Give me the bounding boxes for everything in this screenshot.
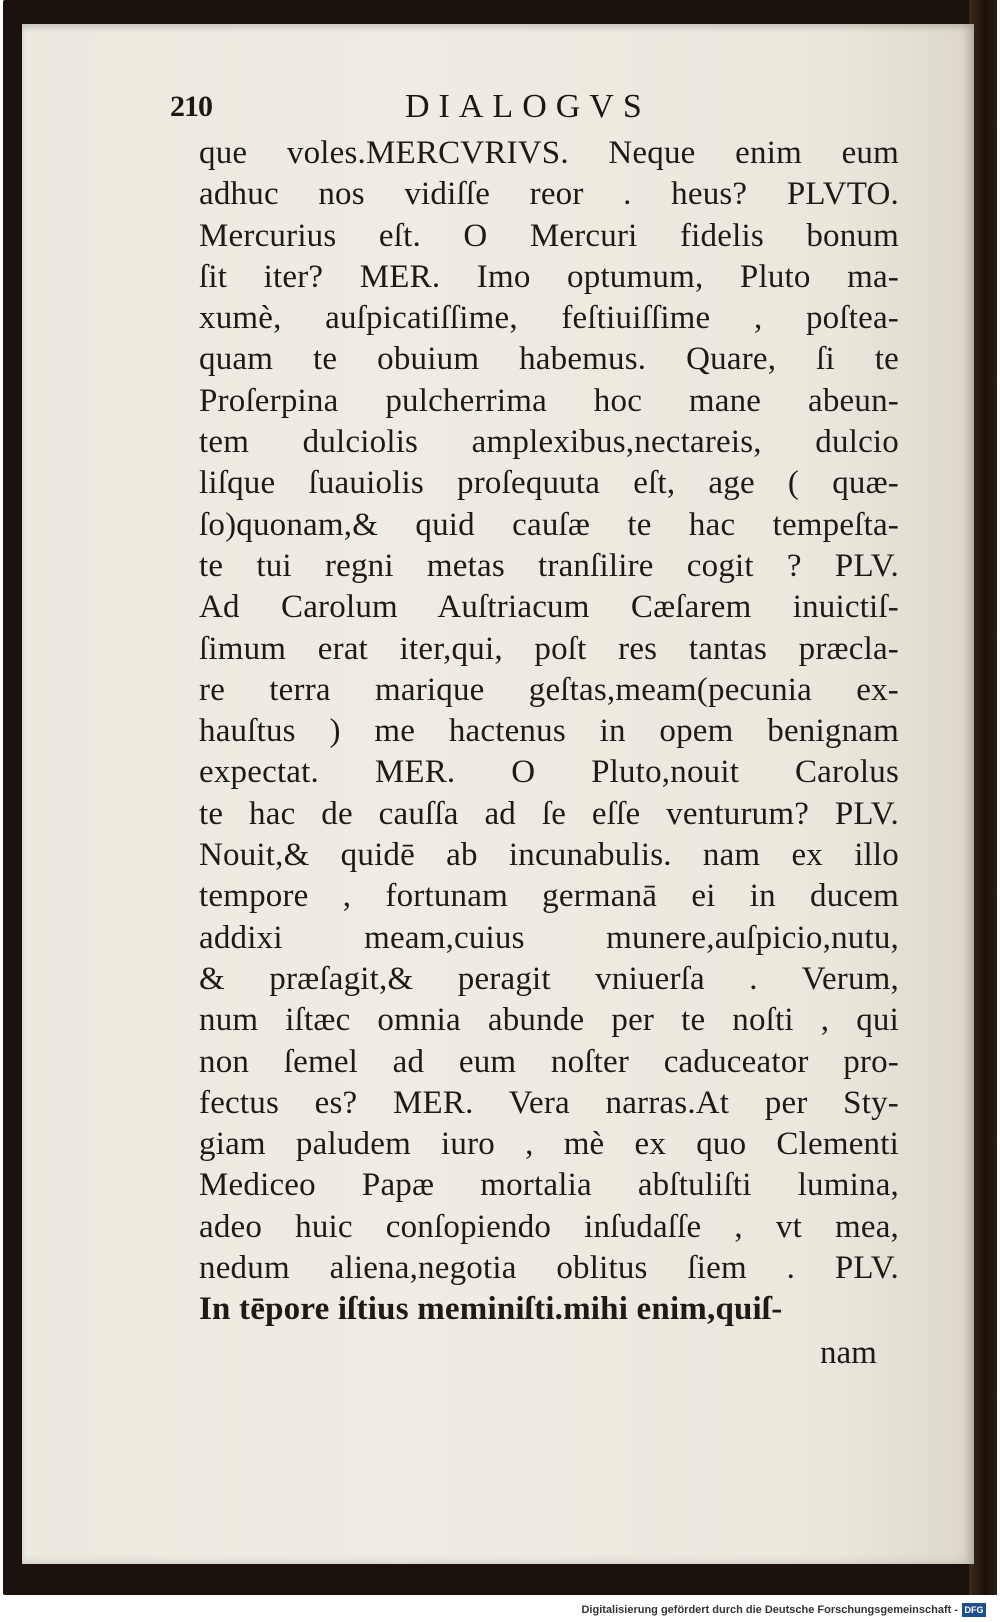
text-line: te tui regni metas tranſilire cogit ? PLV. (199, 547, 899, 584)
text-line: Mercurius eſt. O Mercuri fidelis bonum (199, 217, 899, 254)
text-line: num iſtæc omnia abunde per te noſti , qui (199, 1002, 899, 1039)
text-line: nedum aliena,negotia oblitus ſiem . PLV. (199, 1250, 899, 1287)
text-line: & præſagit,& peragit vniuerſa . Verum, (199, 960, 899, 997)
text-block (199, 133, 899, 1373)
text-line: ſo)quonam,& quid cauſæ te hac tempeſta- (199, 506, 899, 543)
text-line: non ſemel ad eum noſter caduceator pro- (199, 1043, 899, 1080)
text-line: Mediceo Papæ mortalia abſtuliſti lumina, (199, 1167, 899, 1204)
text-line: Proſerpina pulcherrima hoc mane abeun- (199, 382, 899, 419)
text-line: quam te obuium habemus. Quare, ſi te (199, 341, 899, 378)
running-head (170, 88, 730, 128)
text-line: In tēpore iſtius meminiſti.mihi enim,quiſ- (199, 1291, 783, 1328)
text-line: Ad Carolum Auſtriacum Cæſarem inuictiſ- (199, 589, 899, 626)
text-line: tem dulciolis amplexibus,nectareis, dulcio (199, 424, 899, 461)
text-line: Nouit,& quidē ab incunabulis. nam ex illo (199, 837, 899, 874)
text-line: expectat. MER. O Pluto,nouit Carolus (199, 754, 899, 791)
text-line: tempore , fortunam germanā ei in ducem (199, 878, 899, 915)
text-line: hauſtus ) me hactenus in opem benignam (199, 713, 899, 750)
catchword: nam (820, 1335, 877, 1371)
running-title: DIALOGVS (405, 88, 651, 125)
text-line: adhuc nos vidiſſe reor . heus? PLVTO. (199, 176, 899, 213)
digitization-credit: Digitalisierung gefördert durch die Deutsche Forschungsgemeinschaft - (581, 1604, 958, 1616)
text-line: que voles.MERCVRIVS. Neque enim eum (199, 135, 899, 171)
text-line: ſit iter? MER. Imo optumum, Pluto ma- (199, 258, 899, 295)
dfg-logo: DFG (962, 1603, 986, 1617)
text-line: te hac de cauſſa ad ſe eſſe venturum? PLV. (199, 795, 899, 832)
text-line: addixi meam,cuius munere,auſpicio,nutu, (199, 919, 899, 956)
text-line: adeo huic conſopiendo inſudaſſe , vt mea, (199, 1208, 899, 1245)
text-line: fectus es? MER. Vera narras.At per Sty- (199, 1084, 899, 1121)
text-line: ſimum erat iter,qui, poſt res tantas præcla- (199, 630, 899, 667)
text-line: liſque ſuauiolis proſequuta eſt, age ( quæ- (199, 465, 899, 502)
text-line: giam paludem iuro , mè ex quo Clementi (199, 1126, 899, 1163)
page-number: 210 (170, 90, 212, 123)
text-line: re terra marique geſtas,meam(pecunia ex- (199, 671, 899, 708)
text-line: xumè, auſpicatiſſime, feſtiuiſſime , poſtea- (199, 300, 899, 337)
